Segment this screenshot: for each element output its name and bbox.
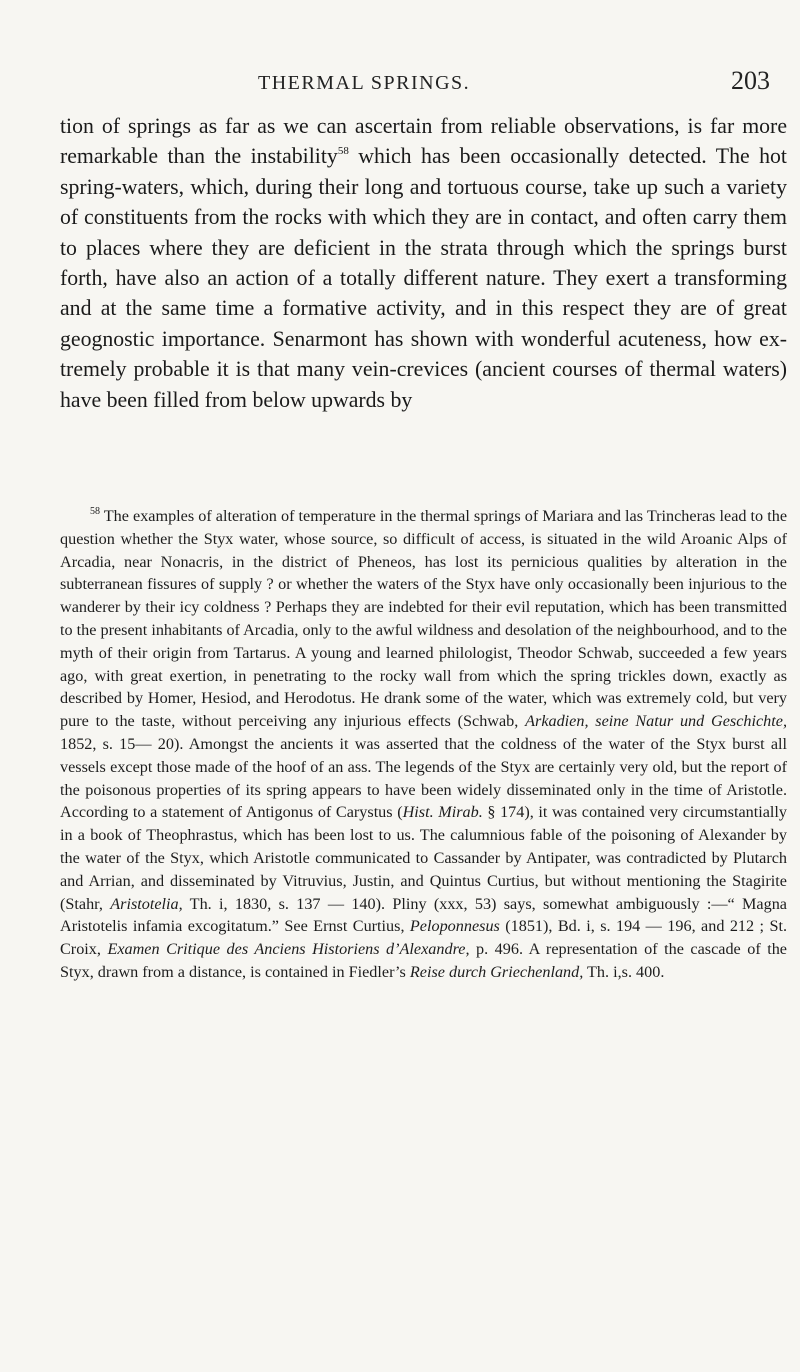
running-title: THERMAL SPRINGS. (258, 72, 471, 94)
footnote-text-6: p. 496. A representation of the cascade of the Styx, drawn from a distance, is contained in Fiedler’s (60, 940, 787, 981)
page-number: 203 (731, 66, 770, 95)
main-text-part-2: which has been occasionally detected. The hot spring-waters, which, during their long and tortuous course, take up such a variety of constituents from the rocks with which they are in contact, and often carry them to places where they are deficient in the strata through which the springs burst forth, have also an action of a totally different nature. They exert a transforming and at the same time a formative activity, and in this respect they are of great geognostic importance. Senarmont has shown with wonderful acuteness, how extremely probable it is that many vein-crevices (ancient courses of thermal waters) have been filled from below upwards by (60, 144, 787, 412)
footnote-58 (60, 505, 787, 984)
footnote-title-peloponnesus: Peloponnesus (409, 917, 500, 936)
footnote-text-7: Th. i,s. 400. (583, 962, 665, 981)
footnote-number: 58 (90, 506, 100, 517)
running-head (0, 66, 800, 96)
footnote-title-aristotelia: Aristotelia, (110, 894, 183, 913)
main-paragraph (60, 111, 787, 415)
footnote-title-arkadien: Arkadien, seine Natur und Geschichte, (525, 712, 788, 731)
footnote-text-4: Th. i, 1830, s. 137 — 140). Pliny (xxx, 53) says, somewhat ambiguously :—“ Magna Aristotelis infamia excogitatum.” See Ernst Curtius, (60, 894, 787, 936)
footnote-reference[interactable]: 58 (337, 145, 349, 158)
main-text-part-1: tion of springs as far as we can ascertain from reliable observations, is far more remarkable than the instability (60, 114, 787, 169)
footnote-title-examen-critique: Examen Critique des Anciens Historiens d’Alexandre, (107, 940, 470, 959)
footnote-text-2: 1852, s. 15— 20). Amongst the ancients it was asserted that the coldness of the water of the Styx burst all vessels except those made of the hoof of an ass. The legends of the Styx are certainly very old, but the report of the poisonous properties of its spring appears to have been widely disseminated only in the time of Aristotle. According to a statement of Antigonus of Carystus ( (60, 734, 787, 822)
footnote-text-1: The examples of alteration of temperature in the thermal springs of Mariara and las Trincheras lead to the question whether the Styx water, whose source, so difficult of access, is situated in the wild Aroanic Alps of Arcadia, near Nonacris, in the district of Pheneos, has lost its pernicious qualities by alteration in the subterranean fissures of supply ? or whether the waters of the Styx have only occasionally been injurious to the wanderer by their icy coldness ? Perhaps they are indebted for their evil reputation, which has been transmitted to the present inhabitants of Arcadia, only to the awful wildness and desolation of the neighbourhood, and to the myth of their origin from Tartarus. A young and learned philologist, Theodor Schwab, succeeded a few years ago, with great exertion, in penetrating to the rocky wall from which the spring trickles down, exactly as described by Homer, Hesiod, and Herodotus. He drank some of the water, which was extremely cold, but very pure to the taste, without perceiving any injurious effects (Schwab, (60, 507, 787, 731)
footnote-text-5: (1851), Bd. i, s. 194 — 196, and 212 ; St. Croix, (60, 917, 788, 959)
footnote-text-3: § 174), it was contained very circumstantially in a book of Theophrastus, which has been lost to us. The calumnious fable of the poisoning of Alexander by the water of the Styx, which Aristotle communicated to Cassander by Antipater, was contradicted by Plutarch and Arrian, and disseminated by Vitruvius, Justin, and Quintus Curtius, but without mentioning the Stagirite (Stahr, (60, 803, 787, 913)
footnote-title-hist-mirab: Hist. Mirab. (402, 803, 483, 822)
footnote-title-reise: Reise durch Griechenland, (409, 962, 584, 981)
